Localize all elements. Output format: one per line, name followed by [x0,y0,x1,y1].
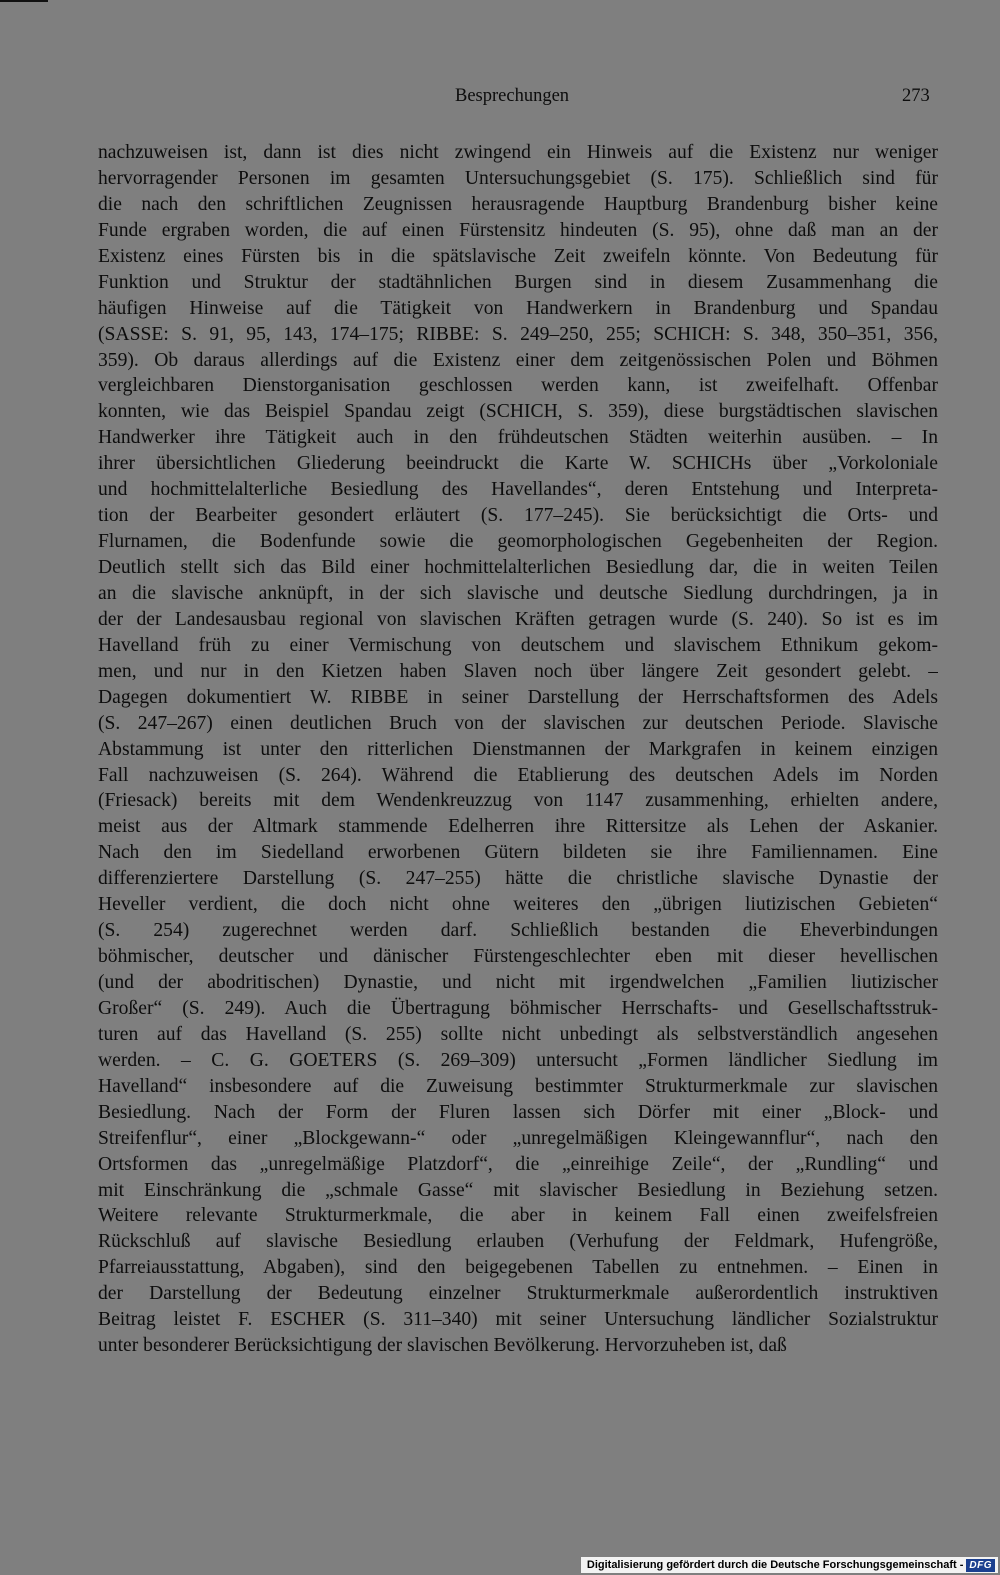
text-line: Beitrag leistet F. ESCHER (S. 311–340) mit seiner Untersuchung ländlicher Sozialstruktur [98,1309,938,1331]
running-head [0,86,1000,110]
text-line: Großer“ (S. 249). Auch die Übertragung böhmischer Herrschafts- und Gesellschaftsstruk- [98,997,938,1019]
credit-text: Digitalisierung gefördert durch die Deutsche Forschungsgemeinschaft - [586,1559,964,1571]
text-line: (SASSE: S. 91, 95, 143, 174–175; RIBBE: S. 249–250, 255; SCHICH: S. 348, 350–351, 356, [98,323,938,345]
text-line: unter besonderer Berücksichtigung der slavischen Bevölkerung. Hervorzuheben ist, daß [98,1335,787,1357]
text-line: (S. 254) zugerechnet werden darf. Schließlich bestanden die Eheverbindungen [98,920,938,942]
body-text [98,140,938,1359]
text-line: Flurnamen, die Bodenfunde sowie die geomorphologischen Gegebenheiten der Region. [98,531,938,553]
digitization-credit [581,1557,998,1573]
text-line: (Friesack) bereits mit dem Wendenkreuzzug von 1147 zusammenhing, erhielten andere, [98,790,938,812]
text-line: häufigen Hinweise auf die Tätigkeit von Handwerkern in Brandenburg und Spandau [98,297,938,319]
text-line: differenziertere Darstellung (S. 247–255) hätte die christliche slavische Dynastie der [98,868,938,890]
text-line: Havelland“ insbesondere auf die Zuweisung bestimmter Strukturmerkmale zur slavischen [98,1075,938,1097]
text-line: Dagegen dokumentiert W. RIBBE in seiner Darstellung der Herrschaftsformen des Adels [98,686,938,708]
text-line: Pfarreiausstattung, Abgaben), sind den beigegebenen Tabellen zu entnehmen. – Einen in [98,1257,938,1279]
text-line: Funde ergraben worden, die auf einen Fürstensitz hindeuten (S. 95), ohne daß man an der [98,219,938,241]
text-line: der der Landesausbau regional von slavischen Kräften getragen wurde (S. 240). So ist es im [98,608,938,630]
text-line: Ortsformen das „unregelmäßige Platzdorf“, die „einreihige Zeile“, der „Rundling“ und [98,1153,938,1175]
text-line: (und der abodritischen) Dynastie, und nicht mit irgendwelchen „Familien liutizischer [98,972,938,993]
text-line: böhmischer, deutscher und dänischer Fürstengeschlechter eben mit dieser hevellischen [98,946,938,968]
text-line: Funktion und Struktur der stadtähnlichen Burgen sind in diesem Zusammenhang die [98,271,938,293]
dfg-logo: DFG [966,1559,995,1572]
text-line: ihrer übersichtlichen Gliederung beeindruckt die Karte W. SCHICHs über „Vorkoloniale [98,453,938,475]
page-number: 273 [902,86,930,106]
text-line: werden. – C. G. GOETERS (S. 269–309) untersucht „Formen ländlicher Siedlung im [98,1049,938,1071]
text-line: Nach den im Siedelland erworbenen Gütern bildeten sie ihre Familiennamen. Eine [98,842,938,864]
text-line: hervorragender Personen im gesamten Untersuchungsgebiet (S. 175). Schließlich sind für [98,167,938,189]
text-line: Handwerker ihre Tätigkeit auch in den frühdeutschen Städten weiterhin ausüben. – In [98,427,938,449]
text-line: Rückschluß auf slavische Besiedlung erlauben (Verhufung der Feldmark, Hufengröße, [98,1231,938,1253]
text-line: nachzuweisen ist, dann ist dies nicht zwingend ein Hinweis auf die Existenz nur weniger [98,142,938,163]
running-title: Besprechungen [455,86,570,106]
text-line: mit Einschränkung die „schmale Gasse“ mit slavischer Besiedlung in Beziehung setzen. [98,1179,938,1201]
text-line: vergleichbaren Dienstorganisation geschlossen werden kann, ist zweifelhaft. Offenbar [98,375,938,397]
text-line: Heveller verdient, die doch nicht ohne weiteres den „übrigen liutizischen Gebieten“ [98,894,938,916]
text-line: (S. 247–267) einen deutlichen Bruch von der slavischen zur deutschen Periode. Slavische [98,712,938,734]
text-line: an die slavische anknüpft, in der sich slavische und deutsche Siedlung durchdringen, ja in [98,582,938,604]
text-line: Deutlich stellt sich das Bild einer hochmittelalterlichen Besiedlung dar, die in weiten Teilen [98,557,938,578]
text-line: turen auf das Havelland (S. 255) sollte nicht unbedingt als selbstverständlich angesehen [98,1023,938,1045]
text-line: konnten, wie das Beispiel Spandau zeigt (SCHICH, S. 359), diese burgstädtischen slavischen [98,401,938,423]
text-line: meist aus der Altmark stammende Edelherren ihre Rittersitze als Lehen der Askanier. [98,816,938,838]
text-line: Existenz eines Fürsten bis in die spätslavische Zeit zweifeln könnte. Von Bedeutung für [98,245,938,267]
text-line: der Darstellung der Bedeutung einzelner Strukturmerkmale außerordentlich instruktiven [98,1283,938,1305]
text-line: Fall nachzuweisen (S. 264). Während die Etablierung des deutschen Adels im Norden [98,764,938,786]
text-line: und hochmittelalterliche Besiedlung des Havellandes“, deren Entstehung und Interpreta- [98,479,938,501]
text-line: Besiedlung. Nach der Form der Fluren lassen sich Dörfer mit einer „Block- und [98,1101,938,1123]
text-line: Weitere relevante Strukturmerkmale, die aber in keinem Fall einen zweifelsfreien [98,1205,938,1227]
text-line: Havelland früh zu einer Vermischung von deutschem und slavischem Ethnikum gekom- [98,634,938,656]
text-line: Abstammung ist unter den ritterlichen Dienstmannen der Markgrafen in keinem einzigen [98,738,938,760]
scan-edge-mark [0,0,48,2]
text-line: men, und nur in den Kietzen haben Slaven noch über längere Zeit gesondert gelebt. – [98,660,938,682]
text-line: 359). Ob daraus allerdings auf die Existenz einer dem zeitgenössischen Polen und Böhmen [98,349,938,371]
text-line: die nach den schriftlichen Zeugnissen herausragende Hauptburg Brandenburg bisher keine [98,193,938,215]
text-line: tion der Bearbeiter gesondert erläutert (S. 177–245). Sie berücksichtigt die Orts- und [98,505,938,527]
text-line: Streifenflur“, einer „Blockgewann-“ oder „unregelmäßigen Kleingewannflur“, nach den [98,1127,938,1149]
